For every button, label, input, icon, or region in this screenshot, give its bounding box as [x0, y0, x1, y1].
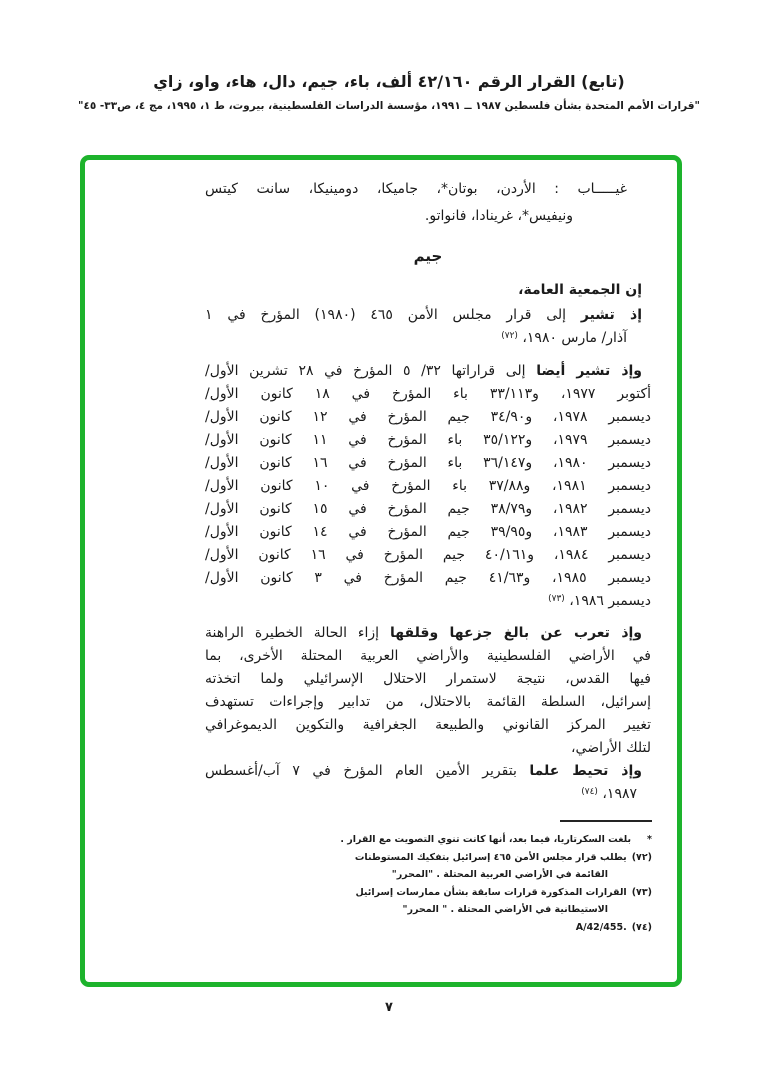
document-frame — [80, 155, 682, 987]
absent-list — [205, 176, 651, 230]
frame-content — [85, 160, 677, 936]
footnote-ref-73: (٧٣) — [548, 594, 565, 604]
paragraph-recalling — [205, 304, 651, 350]
footnote-separator — [560, 820, 652, 822]
paragraph-line — [205, 327, 651, 350]
paragraph-lead: وإذ تشير أيضا — [536, 363, 642, 379]
paragraph-line — [205, 304, 651, 327]
paragraph-text: ١٩٨٧، — [602, 786, 637, 802]
footnote-star — [125, 831, 652, 849]
paragraph-recalling-also — [205, 360, 651, 613]
footnote-73 — [125, 884, 652, 902]
paragraph-text: ديسمبر ١٩٨٦، — [569, 593, 651, 609]
paragraph-line: لتلك الأراضي، — [571, 740, 651, 756]
paragraph-line — [205, 590, 651, 613]
paragraph-line: ديسمبر ١٩٨٥، و٤١/٦٣ جيم المؤرخ في ٣ كانون الأول/ — [205, 570, 652, 586]
page-number: ٧ — [385, 1000, 393, 1015]
paragraph-line — [205, 622, 651, 645]
paragraph-line: ديسمبر ١٩٨١، و٣٧/٨٨ باء المؤرخ في ١٠ كانون الأول/ — [205, 478, 652, 494]
page-header — [0, 72, 778, 112]
paragraph-lead: إذ تشير — [580, 307, 642, 323]
absent-line-2: ونيفيس*، غرينادا، فانواتو. — [424, 208, 573, 224]
paragraph-line: إسرائيل، السلطة القائمة بالاحتلال، من تدابير وإجراءات تستهدف — [205, 694, 651, 710]
footnotes-block — [85, 831, 677, 936]
footnote-text: القرارات المذكورة قرارات سابقة بشأن ممارسات إسرائيل — [355, 886, 627, 898]
footnote-74 — [125, 919, 652, 937]
footnote-ref-72: (٧٢) — [501, 331, 518, 341]
footnote-ref-74: (٧٤) — [581, 787, 598, 797]
footnote-73-marker: (٧٣) — [631, 886, 652, 898]
paragraph-line: ديسمبر ١٩٨٢، و٣٨/٧٩ جيم المؤرخ في ١٥ كانون الأول/ — [205, 501, 651, 517]
footnote-74-marker: (٧٤) — [631, 921, 652, 933]
paragraph-taking-note — [205, 760, 651, 806]
paragraph-text: آذار/ مارس ١٩٨٠، — [522, 330, 627, 346]
paragraph-lead: وإذ تعرب عن بالغ جزعها وقلقها — [390, 625, 643, 641]
paragraph-line — [205, 783, 651, 806]
un-document-symbol: A/42/455. — [575, 921, 627, 933]
paragraph-line: ديسمبر ١٩٧٩، و٣٥/١٢٢ باء المؤرخ في ١١ كانون الأول/ — [205, 432, 652, 448]
paragraph-line: ديسمبر ١٩٨٤، و٤٠/١٦١ جيم المؤرخ في ١٦ كانون الأول/ — [205, 547, 651, 563]
footnote-73-continuation: الاستيطانية في الأراضي المحتلة . " المحرر" — [402, 904, 608, 915]
asterisk-marker: * — [647, 834, 652, 845]
paragraph-line: تغيير المركز القانوني والطبيعة الجغرافية والتكوين الديموغرافي — [205, 717, 651, 733]
footnote-72-continuation: القائمة في الأراضي العربية المحتلة . "المحرر" — [391, 869, 608, 880]
paragraph-line: في الأراضي الفلسطينية والأراضي العربية المحتلة الأخرى، بما — [205, 648, 651, 664]
footnote-72 — [125, 849, 652, 867]
paragraph-line: ديسمبر ١٩٨٣، و٣٩/٩٥ جيم المؤرخ في ١٤ كانون الأول/ — [205, 524, 651, 540]
paragraph-line: فيها القدس، نتيجة لاستمرار الاحتلال الإسرائيلي ولما اتخذته — [205, 671, 651, 687]
paragraph-line: ديسمبر ١٩٨٠، و٣٦/١٤٧ باء المؤرخ في ١٦ كانون الأول/ — [205, 455, 652, 471]
preamble-opening: إن الجمعية العامة، — [518, 282, 642, 298]
paragraph-line — [205, 360, 651, 383]
section-heading-jim: جيم — [413, 247, 443, 265]
paragraph-text: إزاء الحالة الخطيرة الراهنة — [205, 625, 390, 641]
paragraph-text: إلى قرار مجلس الأمن ٤٦٥ (١٩٨٠) المؤرخ في ١ — [205, 307, 581, 323]
paragraph-alarm — [205, 622, 651, 760]
paragraph-text: إلى قراراتها ٣٢/ ٥ المؤرخ في ٢٨ تشرين الأول/ — [205, 363, 537, 379]
body-column — [205, 176, 651, 806]
paragraph-line: أكتوبر ١٩٧٧، و٣٣/١١٣ باء المؤرخ في ١٨ كانون الأول/ — [205, 386, 652, 402]
paragraph-lead: وإذ تحيط علما — [529, 763, 642, 779]
source-citation: "قرارات الأمم المتحدة بشأن فلسطين ١٩٨٧ ــ ١٩٩١، مؤسسة الدراسات الفلسطينية، بيروت، ط ١، ١٩٩٥، مج ٤، ص٣٣- ٤٥" — [77, 100, 701, 112]
paragraph-line — [205, 760, 651, 783]
footnote-text: يطلب قرار مجلس الأمن ٤٦٥ إسرائيل بتفكيك المستوطنات — [354, 851, 627, 863]
paragraph-line: ديسمبر ١٩٧٨، و٣٤/٩٠ جيم المؤرخ في ١٢ كانون الأول/ — [205, 409, 651, 425]
paragraph-text: بتقرير الأمين العام المؤرخ في ٧ آب/أغسطس — [205, 763, 530, 779]
footnote-text: بلغت السكرتاريا، فيما بعد، أنها كانت تنوي التصويت مع القرار . — [340, 834, 632, 845]
absent-line-1: غيـــــاب : الأردن، بوتان*، جاميكا، دومينيكا، سانت كيتس — [205, 181, 627, 197]
footnote-72-marker: (٧٢) — [631, 851, 652, 863]
resolution-title: (تابع) القرار الرقم ٤٢/١٦٠ ألف، باء، جيم، دال، هاء، واو، زاي — [153, 72, 625, 91]
